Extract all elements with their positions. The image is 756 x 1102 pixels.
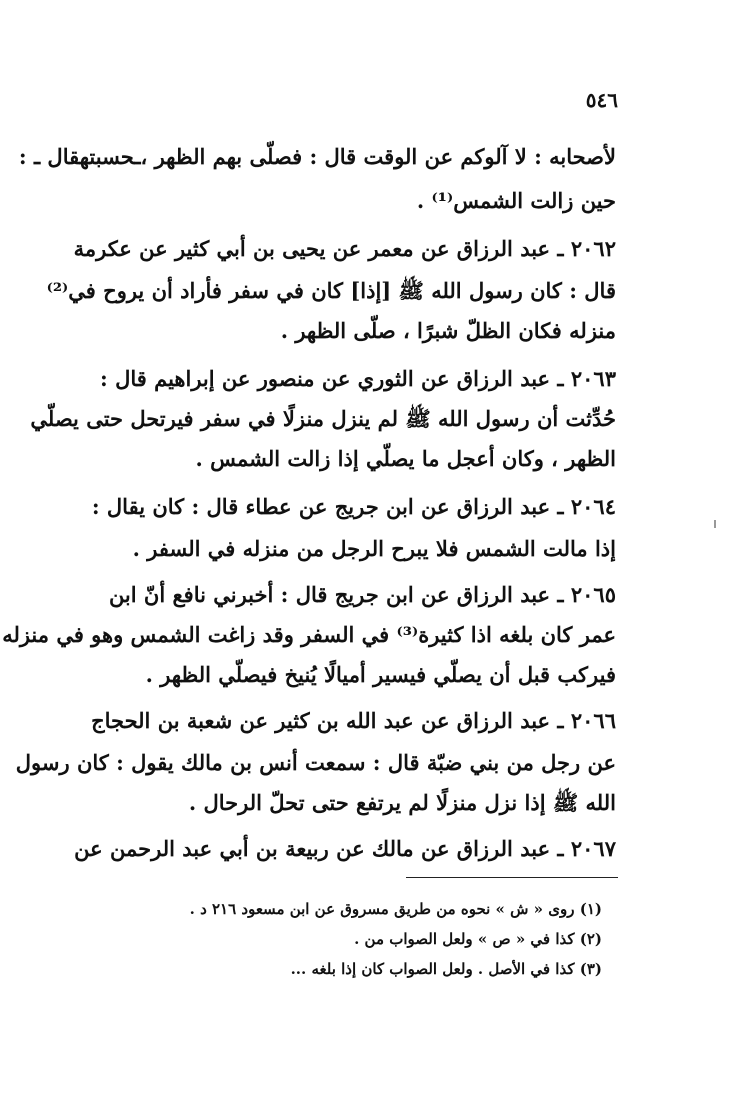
body-line: فيركب قبل أن يصلّي فيسير أميالًا يُنيخ فيصلّي الظهر . — [145, 662, 616, 687]
body-line: الله ﷺ إذا نزل منزلًا لم يرتفع حتى تحلّ الرحال . — [188, 790, 616, 815]
hadith-2064-line: ٢٠٦٤ ـ عبد الرزاق عن ابن جريج عن عطاء قال : كان يقال : — [91, 494, 616, 519]
hadith-2063-line: ٢٠٦٣ ـ عبد الرزاق عن الثوري عن منصور عن إبراهيم قال : — [100, 366, 616, 391]
footnote-1: (١) روى « ش » نحوه من طريق مسروق عن ابن مسعود ٢١٦ د . — [189, 900, 602, 918]
footnote-2: (٢) كذا في « ص » ولعل الصواب من . — [354, 930, 602, 948]
body-line: لأصحابه : لا آلوكم عن الوقت قال : فصلّى بهم الظهر ،ـحسبتهقال ـ : — [18, 144, 616, 169]
footnote-3: (٣) كذا في الأصل . ولعل الصواب كان إذا بلغه ... — [290, 960, 602, 978]
page-number: ٥٤٦ — [585, 88, 618, 112]
body-line: الظهر ، وكان أعجل ما يصلّي إذا زالت الشمس . — [195, 446, 616, 471]
hadith-2065-line: ٢٠٦٥ ـ عبد الرزاق عن ابن جريج قال : أخبرني نافع أنّ ابن — [108, 582, 616, 607]
scan-speck — [714, 520, 716, 528]
hadith-2067-line: ٢٠٦٧ ـ عبد الرزاق عن مالك عن ربيعة بن أبي عبد الرحمن عن — [74, 836, 616, 861]
body-line: منزله فكان الظلّ شبرًا ، صلّى الظهر . — [280, 318, 616, 343]
body-line: عن رجل من بني ضبّة قال : سمعت أنس بن مالك يقول : كان رسول — [15, 750, 616, 775]
footnote-divider — [406, 877, 618, 878]
hadith-2062-line: ٢٠٦٢ ـ عبد الرزاق عن معمر عن يحيى بن أبي كثير عن عكرمة — [73, 236, 616, 261]
body-line: حين زالت الشمس⁽¹⁾ . — [416, 188, 616, 213]
body-line: عمر كان بلغه اذا كثيرة⁽³⁾ في السفر وقد زاغت الشمس وهو في منزله — [2, 622, 616, 647]
body-line: قال : كان رسول الله ﷺ [إذا] كان في سفر فأراد أن يروح في⁽²⁾ — [46, 278, 616, 303]
hadith-2066-line: ٢٠٦٦ ـ عبد الرزاق عن عبد الله بن كثير عن شعبة بن الحجاج — [91, 708, 616, 733]
body-line: إذا مالت الشمس فلا يبرح الرجل من منزله في السفر . — [132, 536, 616, 561]
body-line: حُدِّثت أن رسول الله ﷺ لم ينزل منزلًا في سفر فيرتحل حتى يصلّي — [30, 406, 616, 431]
